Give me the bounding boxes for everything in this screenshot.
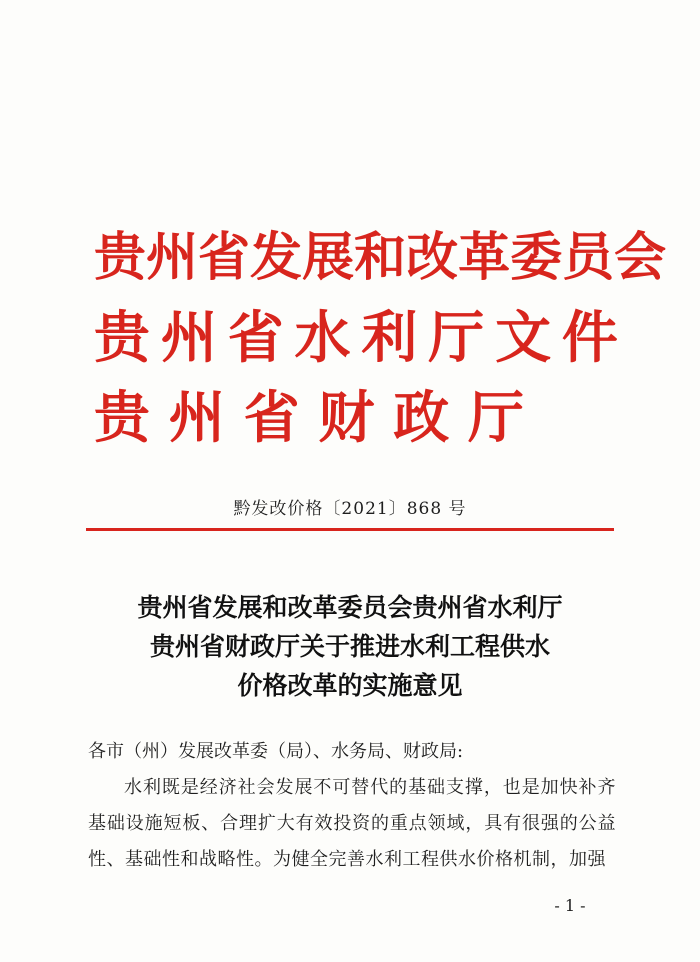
letterhead-char: 厅: [428, 305, 485, 371]
letterhead-char: 展: [302, 227, 355, 288]
letterhead-char: 贵: [94, 305, 150, 371]
letterhead-char: 州: [146, 227, 199, 288]
letterhead-char: 贵: [94, 227, 147, 288]
red-divider-line: [86, 528, 614, 531]
letterhead-char: 和: [354, 227, 407, 288]
letterhead-line-2: [94, 302, 618, 374]
document-title: [0, 588, 700, 705]
letterhead-char: 件: [561, 305, 618, 371]
letterhead-char: 革: [458, 227, 511, 288]
letterhead-char: 发: [250, 227, 303, 288]
body-paragraph: 水利既是经济社会发展不可替代的基础支撑，也是加快补齐基础设施短板、合理扩大有效投资的重点领域，具有很强的公益性、基础性和战略性。为健全完善水利工程供水价格机制，加强: [88, 777, 616, 870]
letterhead-char: 州: [160, 305, 217, 371]
letterhead-char: 员: [562, 227, 615, 288]
salutation: 各市（州）发展改革委（局）、水务局、财政局:: [88, 741, 464, 762]
letterhead-char: 财: [318, 385, 375, 451]
title-line-1: 贵州省发展和改革委员会贵州省水利厅: [137, 593, 563, 622]
letterhead-char: 改: [406, 227, 459, 288]
title-line-3: 价格改革的实施意见: [237, 671, 463, 700]
page-number: - 1 -: [554, 896, 586, 915]
letterhead-char: 会: [614, 227, 667, 288]
letterhead-char: 委: [510, 227, 563, 288]
letterhead-char: 省: [227, 305, 284, 371]
letterhead-char: 厅: [467, 385, 524, 451]
title-line-2: 贵州省财政厅关于推进水利工程供水: [149, 632, 550, 661]
letterhead-char: 贵: [94, 385, 150, 451]
letterhead-char: 文: [495, 305, 552, 371]
letterhead-char: 水: [294, 305, 351, 371]
letterhead-char: 省: [243, 385, 300, 451]
letterhead-line-3: [94, 382, 524, 454]
letterhead-char: 州: [168, 385, 225, 451]
letterhead-char: 政: [393, 385, 450, 451]
letterhead-line-1: [94, 222, 667, 294]
document-number: 黔发改价格〔2021〕868 号: [233, 499, 467, 519]
letterhead-char: 省: [198, 227, 251, 288]
letterhead-char: 利: [361, 305, 418, 371]
